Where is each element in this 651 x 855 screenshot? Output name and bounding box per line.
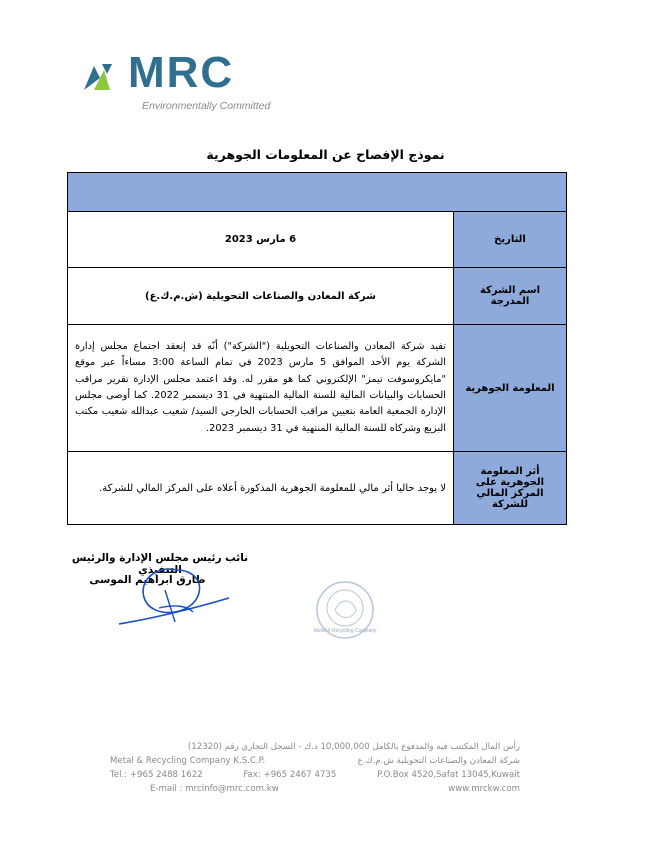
footer-contacts [110, 770, 520, 784]
company-seal [300, 580, 390, 640]
signatory-name: طارق ابراهيم الموسى [89, 574, 206, 586]
material-info-value: تفيد شركة المعادن والصناعات التحويلية ("الشركة") أنّه قد إنعقد اجتماع مجلس إدارة الشركة يوم الأحد الموافق 5 مارس 2023 في تمام الساعة 3:00 مساءاً عبر موقع "مايكروسوفت تيمز" الإلكتروني كما هو مقرر له. وقد اعتمد مجلس الإدارة تقرير مراقب الحسابات والبيانات المالية للسنة المالية المنتهية في 31 ديسمبر 2022. كما أوصى مجلس الإدارة الجمعية العامة بتعيين مراقب الحسابات الخارجي السيد/ شعيب عبدالله شعيب مكتب البزيع وشركاه للسنة المالية المنتهية في 31 ديسمبر 2023. [68, 325, 454, 452]
footer-company-en: Metal & Recycling Company K.S.C.P. [110, 756, 266, 766]
logo-wordmark: MRC [128, 48, 235, 97]
logo-tagline: Environmentally Committed [142, 100, 271, 112]
date-label: التاريخ [454, 212, 567, 268]
material-info-label: المعلومة الجوهرية [454, 325, 567, 452]
table-row-date [68, 212, 567, 268]
footer-web-row [110, 784, 520, 798]
table-row-impact [68, 452, 567, 525]
footer-company-ar: شركة المعادن والصناعات التحويلية ش.م.ك.ع [357, 756, 520, 766]
impact-label: أثر المعلومة الجوهرية على المركز المالي للشركة [454, 452, 567, 525]
footer-pobox: P.O.Box 4520,Safat 13045,Kuwait [377, 770, 520, 780]
footer-tel: Tel.: +965 2488 1622 [110, 770, 203, 780]
company-logo [84, 48, 274, 124]
footer-website[interactable]: www.mrckw.com [448, 784, 520, 794]
company-label: اسم الشركة المدرجة [454, 268, 567, 325]
company-value: شركة المعادن والصناعات التحويلية (ش.م.ك.ع) [68, 268, 454, 325]
footer-email[interactable]: E-mail : mrcinfo@mrc.com.kw [150, 784, 279, 794]
table-row-company [68, 268, 567, 325]
footer-company-names [110, 756, 520, 770]
letterhead-footer [110, 742, 520, 798]
disclosure-table [67, 172, 567, 525]
mrc-logo-mark-icon [84, 58, 124, 90]
impact-value: لا يوجد حاليا أثر مالي للمعلومة الجوهرية المذكورة أعلاه على المركز المالي للشركة. [68, 452, 454, 525]
table-header-row [68, 173, 567, 212]
footer-capital-line: رأس المال المكتتب فيه والمدفوع بالكامل 10,000,000 د.ك - السجل التجاري رقم (12320) [187, 742, 520, 752]
signatory-title: نائب رئيس مجلس الإدارة والرئيس التنفيذي [71, 552, 249, 576]
table-row-material-info [68, 325, 567, 452]
footer-fax: Fax: +965 2467 4735 [243, 770, 337, 780]
handwritten-signature [115, 560, 235, 635]
date-value: 6 مارس 2023 [68, 212, 454, 268]
form-title: نموذج الإفصاح عن المعلومات الجوهرية [206, 147, 445, 162]
svg-text:Metal & Recycling Company: Metal & Recycling Company [313, 628, 377, 634]
